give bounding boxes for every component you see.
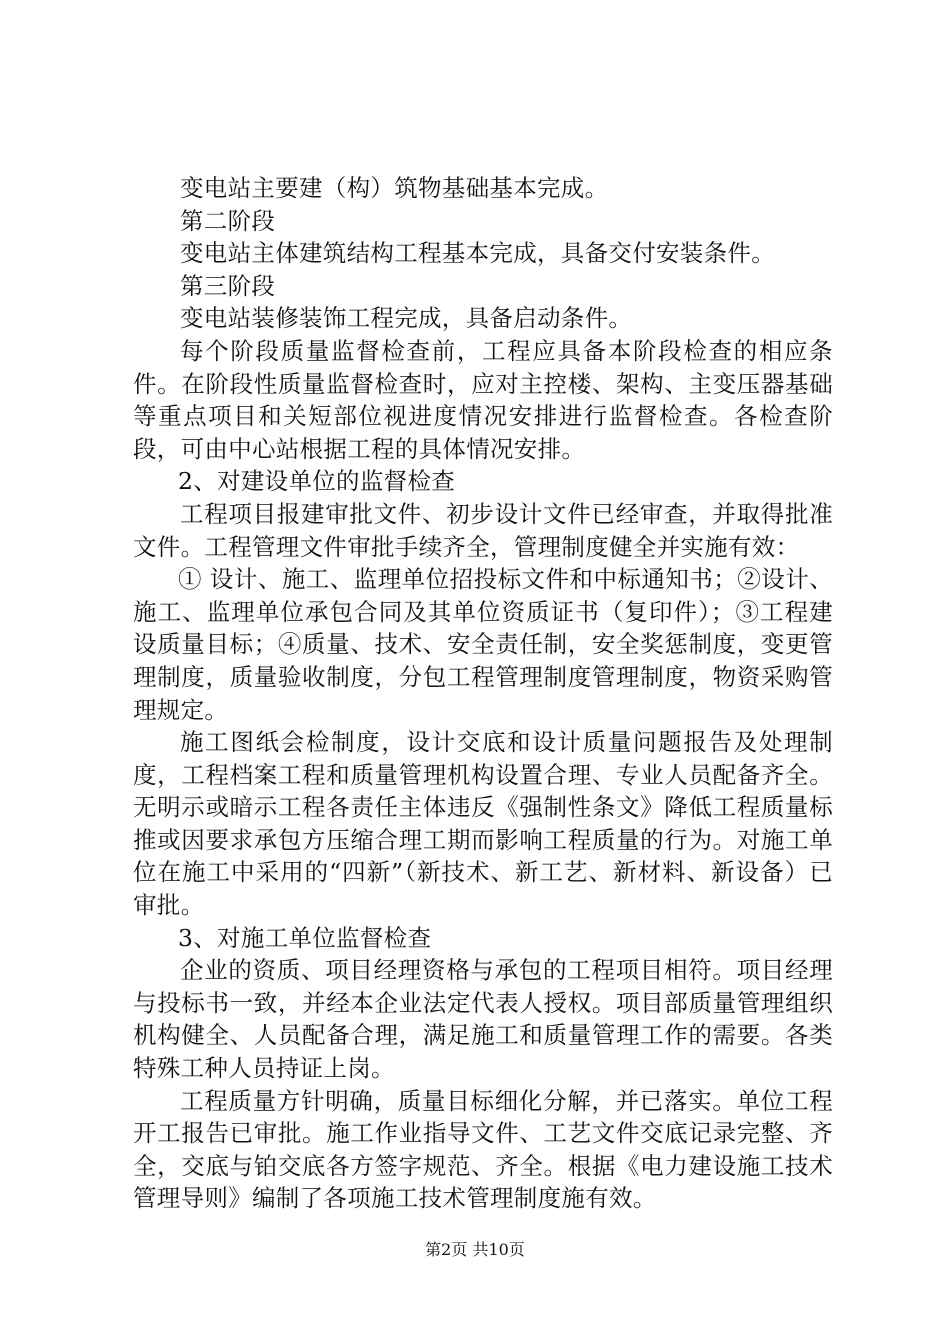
document-body (133, 172, 833, 1215)
heading-stage-three: 第三阶段 (180, 271, 276, 300)
paragraph-qualification: 企业的资质、项目经理资格与承包的工程项目相符。项目经理与投标书一致，并经本企业法定代表人授权。项目部质量管理组织机构健全、人员配备合理，满足施工和质量管理工作的需要。各类特殊工种人员持证上岗。 (133, 956, 833, 1083)
paragraph-foundation-complete: 变电站主要建（构）筑物基础基本完成。 (180, 174, 609, 202)
paragraph-structure-complete: 变电站主体建筑结构工程基本完成，具备交付安装条件。 (180, 239, 775, 268)
paragraph-approval-documents: 工程项目报建审批文件、初步设计文件已经审查，并取得批准文件。工程管理文件审批手续齐全，管理制度健全并实施有效： (133, 499, 833, 561)
heading-construction-unit-inspection: 2、对建设单位的监督检查 (178, 467, 456, 496)
paragraph-quality-policy: 工程质量方针明确，质量目标细化分解，并已落实。单位工程开工报告已审批。施工作业指导文件、工艺文件交底记录完整、齐全，交底与铂交底各方签字规范、齐全。根据《电力建设施工技术管理导则》编制了各项施工技术管理制度施有效。 (133, 1086, 833, 1213)
heading-stage-two: 第二阶段 (180, 206, 276, 235)
paragraph-decoration-complete: 变电站装修装饰工程完成，具备启动条件。 (180, 304, 633, 333)
paragraph-drawing-review: 施工图纸会检制度，设计交底和设计质量问题报告及处理制度，工程档案工程和质量管理机构设置合理、专业人员配备齐全。无明示或暗示工程各责任主体违反《强制性条文》降低工程质量标推或因要求承包方压缩合理工期而影响工程质量的行为。对施工单位在施工中采用的“四新”（新技术、新工艺、新材料、新设备）已审批。 (133, 728, 833, 920)
heading-contractor-inspection: 3、对施工单位监督检查 (178, 923, 432, 952)
paragraph-document-list: ① 设计、施工、监理单位招投标文件和中标通知书；②设计、施工、监理单位承包合同及其单位资质证书（复印件）；③工程建设质量目标；④质量、技术、安全责任制，安全奖惩制度，变更管理制度，质量验收制度，分包工程管理制度管理制度，物资采购管理规定。 (133, 565, 833, 724)
page-number-footer: 第2页 共10页 (425, 1240, 525, 1259)
paragraph-stage-inspection: 每个阶段质量监督检查前，工程应具备本阶段检查的相应条件。在阶段性质量监督检查时，应对主控楼、架构、主变压器基础等重点项目和关短部位视进度情况安排进行监督检查。各检查阶段，可由中心站根据工程的具体情况安排。 (133, 336, 833, 463)
